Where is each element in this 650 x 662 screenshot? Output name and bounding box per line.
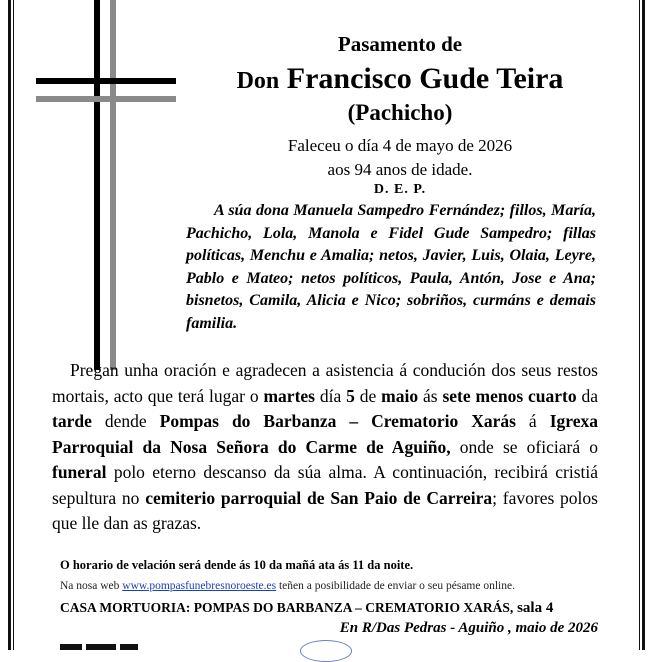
deceased-full-name: Francisco Gude Teira — [286, 62, 564, 95]
border-right — [642, 0, 645, 650]
place-date: En R/Das Pedras - Aguiño , maio de 2026 — [339, 620, 598, 636]
death-date: Faleceu o día 4 de mayo de 2026 — [287, 136, 513, 155]
wake-hours: O horario de velación será dende ás 10 da mañá ata ás 11 da noite. — [60, 558, 414, 572]
honorific: Don — [236, 68, 280, 94]
web-notice: Na nosa web www.pompasfunebresnoroeste.es teñen a posibilidade de enviar o seu pésame online. — [60, 580, 515, 592]
deceased-name — [180, 62, 620, 96]
rip-label: D. E. P. — [373, 182, 427, 197]
website-link[interactable]: www.pompasfunebresnoroeste.es — [122, 580, 277, 592]
border-left — [8, 0, 11, 650]
family-list: A súa dona Manuela Sampedro Fernández; fillos, María, Pachicho, Lola, Manola e Fidel Gude Sampedro; fillas políticas, Menchu e Amalia; netos, Javier, Luis, Olaia, Leyre, Pablo e Mateo; netos políticos, Paula, Antón, Jose e Ana; bisnetos, Camila, Alicia e Nico; sobriños, curmáns e demais familia. — [186, 202, 596, 332]
notice-title: Pasamento de — [337, 32, 463, 56]
nickname: (Pachicho) — [347, 100, 453, 125]
ceremony-text: Pregan unha oración e agradecen a asistencia á condución dos seus restos mortais, acto que terá lugar o martes día 5 de maio ás sete menos cuarto da tarde dende Pompas do Barbanza – Crematorio Xarás á Igrexa Parroquial da Nosa Señora do Carme de Aguiño, onde se oficiará o funeral polo eterno descanso da súa alma. A continuación, recibirá cristiá sepultura no cemiterio parroquial de San Paio de Carreira; favores polos que lle dan as grazas. — [52, 360, 598, 533]
border-right-inner — [639, 0, 640, 650]
seal-icon — [300, 640, 352, 662]
border-left-inner — [13, 0, 14, 650]
company-logo — [60, 644, 140, 650]
cross-icon — [36, 0, 176, 370]
age: aos 94 anos de idade. — [327, 160, 473, 179]
mortuary-info: CASA MORTUORIA: POMPAS DO BARBANZA – CREMATORIO XARÁS, sala 4 — [60, 600, 554, 616]
